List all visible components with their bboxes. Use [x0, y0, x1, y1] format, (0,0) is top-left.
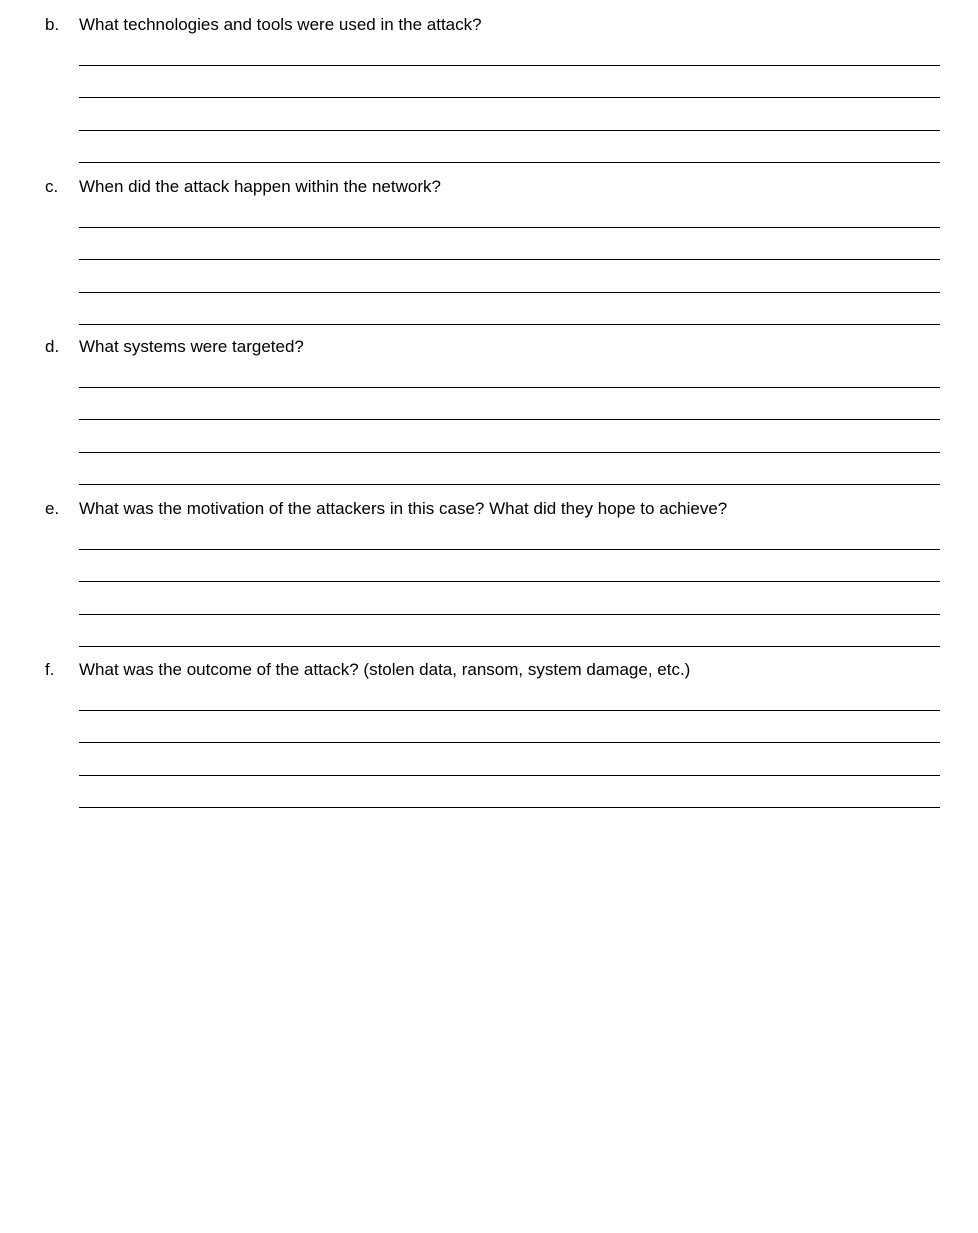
- answer-line[interactable]: [79, 614, 940, 615]
- answer-line[interactable]: [79, 419, 940, 420]
- question-c: [0, 162, 978, 322]
- question-letter: c.: [45, 177, 59, 196]
- answer-line[interactable]: [79, 292, 940, 293]
- answer-line[interactable]: [79, 259, 940, 260]
- question-letter: e.: [45, 499, 60, 518]
- answer-line[interactable]: [79, 775, 940, 776]
- question-d: [0, 322, 978, 482]
- question-letter: f.: [45, 660, 55, 679]
- question-f: [0, 645, 978, 805]
- answer-line[interactable]: [79, 387, 940, 388]
- answer-line[interactable]: [79, 227, 940, 228]
- answer-line[interactable]: [79, 807, 940, 808]
- question-text: What was the outcome of the attack? (stolen data, ransom, system damage, etc.): [79, 660, 691, 679]
- question-text: What technologies and tools were used in the attack?: [79, 15, 482, 34]
- question-text: When did the attack happen within the network?: [79, 177, 441, 196]
- question-b: [0, 0, 978, 160]
- answer-line[interactable]: [79, 710, 940, 711]
- answer-line[interactable]: [79, 581, 940, 582]
- answer-line[interactable]: [79, 130, 940, 131]
- answer-line[interactable]: [79, 65, 940, 66]
- question-letter: d.: [45, 337, 60, 356]
- answer-line[interactable]: [79, 549, 940, 550]
- question-e: [0, 484, 978, 644]
- answer-line[interactable]: [79, 742, 940, 743]
- question-letter: b.: [45, 15, 60, 34]
- answer-line[interactable]: [79, 452, 940, 453]
- question-text: What systems were targeted?: [79, 337, 304, 356]
- answer-line[interactable]: [79, 97, 940, 98]
- question-text: What was the motivation of the attackers in this case? What did they hope to achieve?: [79, 499, 728, 518]
